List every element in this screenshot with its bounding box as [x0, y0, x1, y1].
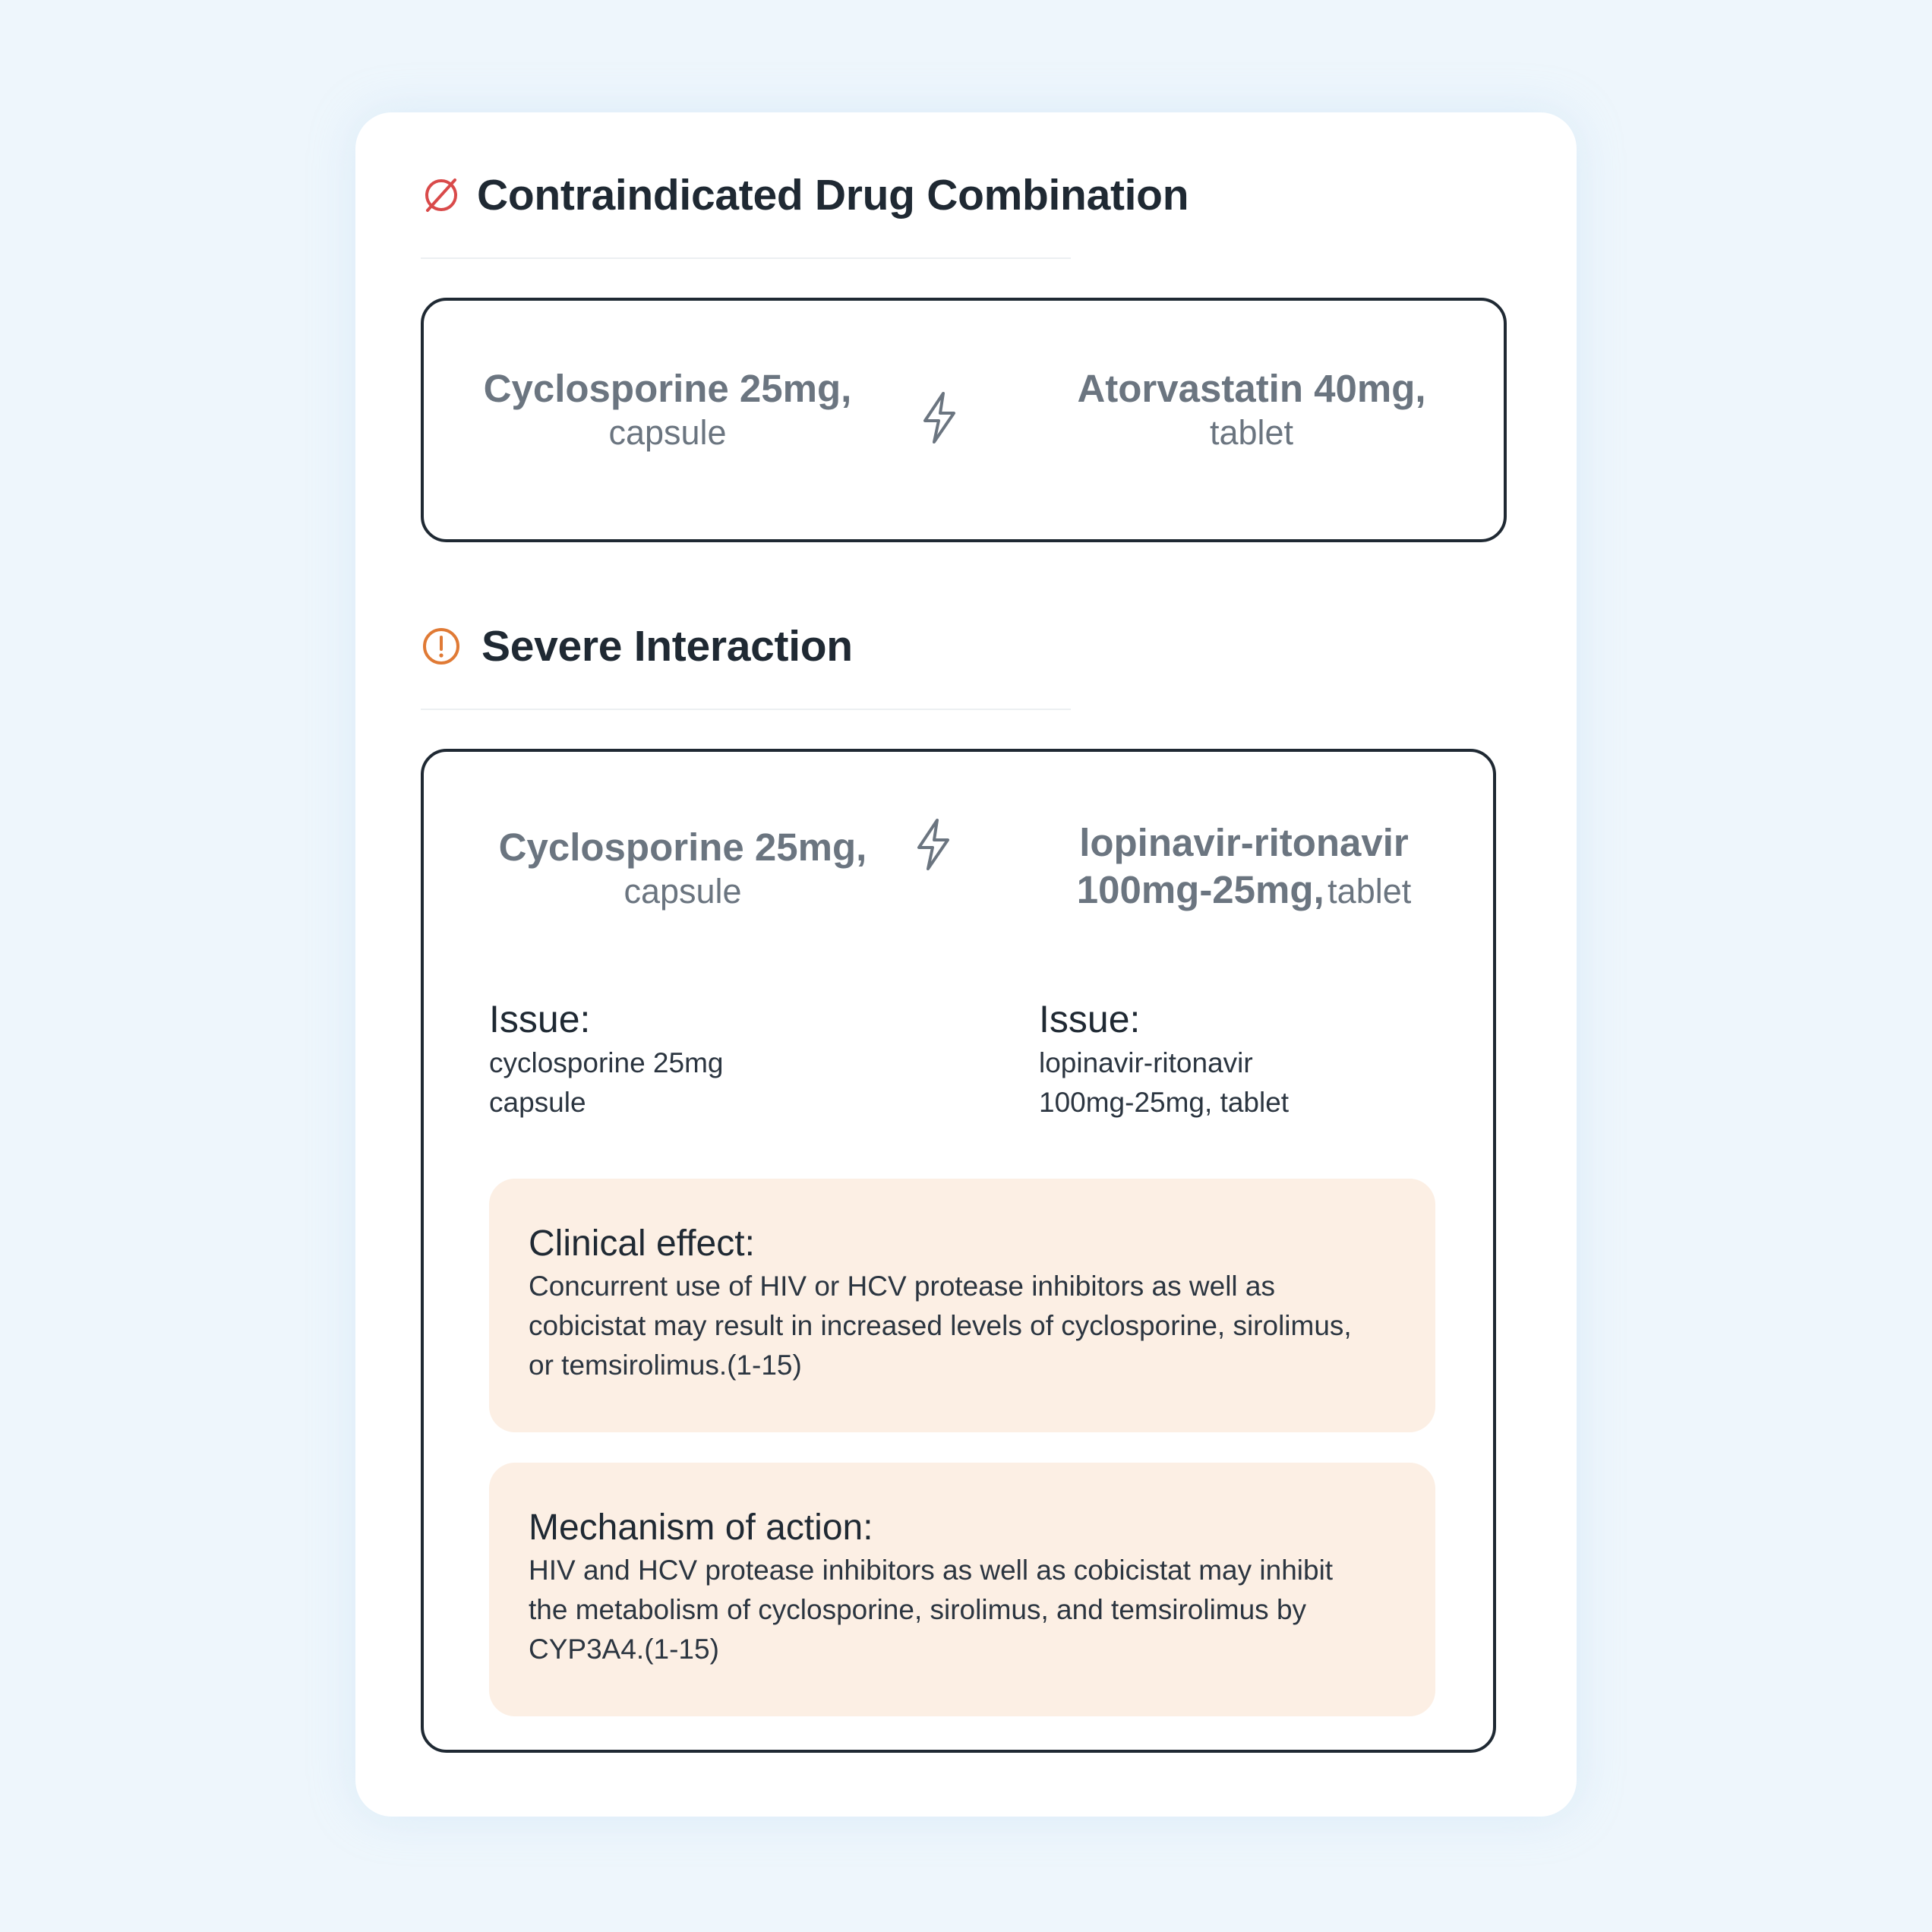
- issue-drug-a: [489, 995, 808, 1122]
- drug-b-name: Atorvastatin 40mg,: [1077, 367, 1426, 410]
- exclamation-circle-icon: [421, 626, 462, 667]
- no-entry-icon: [421, 175, 462, 216]
- drug-b-form: tablet: [1209, 413, 1294, 452]
- severe-title: Severe Interaction: [481, 622, 853, 671]
- contraindicated-drug-a: [481, 366, 854, 454]
- severe-drug-pair: [421, 749, 1496, 1753]
- clinical-effect-line2: cobicistat may result in increased levels of cyclosporine, sirolimus,: [529, 1310, 1352, 1341]
- drug-a-name: Cyclosporine 25mg,: [498, 826, 867, 869]
- issue-label: Issue:: [489, 998, 591, 1040]
- severe-divider: [421, 709, 1071, 710]
- drug-b-name-line1: lopinavir-ritonavir: [1079, 821, 1409, 864]
- clinical-effect-box: [489, 1179, 1435, 1432]
- mechanism-line2: the metabolism of cyclosporine, sirolimus, and temsirolimus by: [529, 1594, 1307, 1625]
- issue-detail-line1: lopinavir-ritonavir: [1039, 1047, 1253, 1078]
- issue-detail-line2: capsule: [489, 1087, 586, 1118]
- issue-label: Issue:: [1039, 998, 1141, 1040]
- issue-detail-line2: 100mg-25mg, tablet: [1039, 1087, 1290, 1118]
- lightning-bolt-icon: [917, 390, 963, 445]
- clinical-effect-line3: or temsirolimus.(1-15): [529, 1350, 802, 1381]
- issue-detail-line1: cyclosporine 25mg: [489, 1047, 724, 1078]
- severe-drug-a: [497, 825, 869, 913]
- drug-a-form: capsule: [623, 872, 742, 911]
- mechanism-line1: HIV and HCV protease inhibitors as well as cobicistat may inhibit: [529, 1555, 1334, 1586]
- clinical-effect-line1: Concurrent use of HIV or HCV protease inhibitors as well as: [529, 1271, 1275, 1302]
- clinical-effect-label: Clinical effect:: [529, 1223, 755, 1264]
- drug-b-form: tablet: [1327, 872, 1412, 911]
- interaction-card: [355, 112, 1577, 1817]
- mechanism-label: Mechanism of action:: [529, 1507, 873, 1548]
- drug-a-form: capsule: [608, 413, 727, 452]
- issue-drug-b: [1039, 995, 1358, 1122]
- drug-a-name: Cyclosporine 25mg,: [483, 367, 852, 410]
- lightning-bolt-icon: [911, 817, 957, 872]
- drug-b-name-line2: 100mg-25mg,: [1076, 868, 1324, 911]
- mechanism-line3: CYP3A4.(1-15): [529, 1634, 719, 1665]
- contraindicated-title: Contraindicated Drug Combination: [477, 171, 1189, 219]
- severe-header: [421, 621, 853, 671]
- contraindicated-divider: [421, 257, 1071, 259]
- severe-drug-b: [1054, 820, 1434, 924]
- contraindicated-drug-b: [1062, 366, 1441, 454]
- contraindicated-header: [421, 170, 1189, 220]
- mechanism-box: [489, 1463, 1435, 1716]
- contraindicated-drug-pair: [421, 298, 1507, 542]
